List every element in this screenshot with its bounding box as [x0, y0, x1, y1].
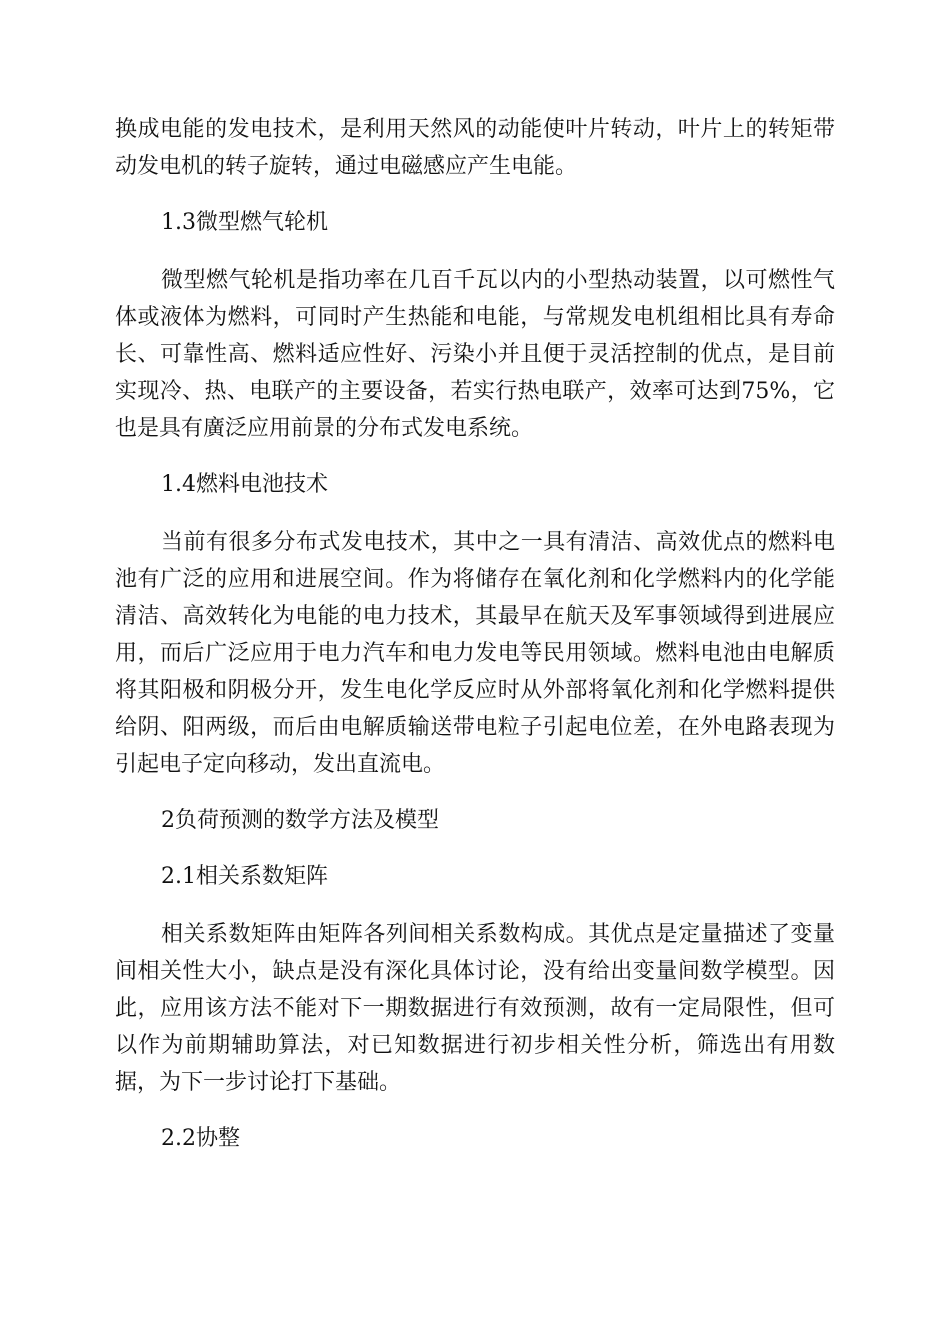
- section-heading-2: 2负荷预测的数学方法及模型: [161, 808, 439, 833]
- section-heading-2-1: 2.1相关系数矩阵: [161, 864, 328, 889]
- paragraph-correlation-matrix: 相关系数矩阵由矩阵各列间相关系数构成。其优点是定量描述了变量间相关性大小，缺点是没有深化具体讨论，没有给出变量间数学模型。因此，应用该方法不能对下一期数据进行有效预测，故有一定局限性，但可以作为前期辅助算法，对已知数据进行初步相关性分析，筛选出有用数据，为下一步讨论打下基础。: [115, 922, 835, 1095]
- section-heading-2-2: 2.2协整: [161, 1126, 240, 1151]
- section-heading-1-3: 1.3微型燃气轮机: [161, 210, 328, 235]
- paragraph-wind-power-end: 换成电能的发电技术，是利用天然风的动能使叶片转动，叶片上的转矩带动发电机的转子旋转，通过电磁感应产生电能。: [115, 117, 835, 179]
- paragraph-fuel-cell: 当前有很多分布式发电技术，其中之一具有清洁、高效优点的燃料电池有广泛的应用和进展空间。作为将储存在氧化剂和化学燃料内的化学能清洁、高效转化为电能的电力技术，其最早在航天及军事领域得到进展应用，而后广泛应用于电力汽车和电力发电等民用领域。燃料电池由电解质将其阳极和阴极分开，发生电化学反应时从外部将氧化剂和化学燃料提供给阴、阳两级，而后由电解质输送带电粒子引起电位差，在外电路表现为引起电子定向移动，发出直流电。: [115, 530, 835, 777]
- paragraph-micro-gas-turbine: 微型燃气轮机是指功率在几百千瓦以内的小型热动装置，以可燃性气体或液体为燃料，可同时产生热能和电能，与常规发电机组相比具有寿命长、可靠性高、燃料适应性好、污染小并且便于灵活控制的优点，是目前实现冷、热、电联产的主要设备，若实行热电联产，效率可达到75%，它也是具有廣泛应用前景的分布式发电系统。: [115, 268, 835, 441]
- section-heading-1-4: 1.4燃料电池技术: [161, 472, 328, 497]
- document-body: [115, 111, 835, 1157]
